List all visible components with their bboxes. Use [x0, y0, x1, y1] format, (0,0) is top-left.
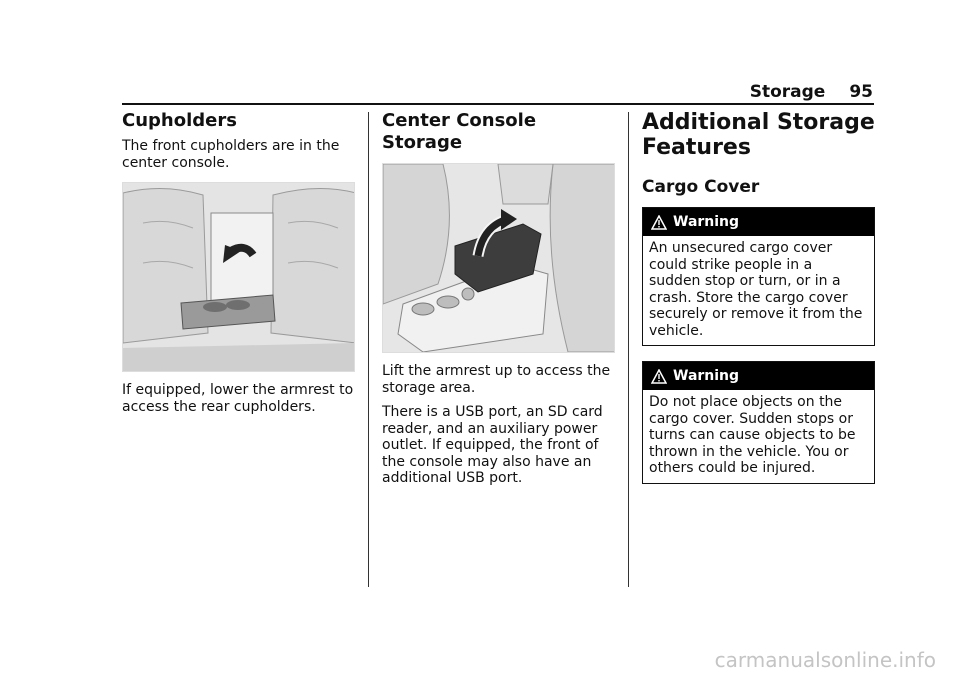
cupholders-intro: The front cupholders are in the center console.	[122, 138, 340, 171]
watermark: carmanualsonline.info	[714, 648, 936, 672]
console-heading: Center Console Storage	[382, 110, 537, 153]
running-head	[0, 82, 873, 102]
additional-storage-column	[642, 110, 875, 484]
console-paragraph-2: There is a USB port, an SD card reader, and an auxiliary power outlet. If equipped, the front of the console may also have an additional USB port.	[382, 404, 603, 486]
warning-body	[643, 390, 874, 483]
cupholders-caption: If equipped, lower the armrest to access the rear cupholders.	[122, 382, 354, 415]
warning-label: Warning	[673, 368, 740, 384]
warning-box	[642, 361, 875, 484]
warning-header	[643, 362, 874, 390]
console-column	[382, 110, 615, 487]
warning-triangle-icon	[651, 369, 667, 384]
warning-box	[642, 207, 875, 346]
cargo-cover-heading: Cargo Cover	[642, 177, 760, 197]
column-divider	[628, 112, 629, 587]
warning-header	[643, 208, 874, 236]
warning-text: Do not place objects on the cargo cover. Sudden stops or turns can cause objects to be thrown in the vehicle. You or others could be injured.	[649, 394, 856, 476]
warning-triangle-icon	[651, 215, 667, 230]
section-name: Storage	[749, 82, 826, 102]
center-console-illustration	[382, 163, 615, 353]
warning-text: An unsecured cargo cover could strike people in a sudden stop or turn, or in a crash. Store the cargo cover securely or remove it from the vehicle.	[649, 240, 863, 339]
warning-label: Warning	[673, 214, 740, 230]
cupholders-column	[122, 110, 355, 415]
page-number: 95	[849, 82, 873, 102]
additional-storage-heading: Additional Storage Features	[642, 110, 875, 160]
column-divider	[368, 112, 369, 587]
rear-armrest-illustration	[122, 182, 355, 372]
warning-body	[643, 236, 874, 345]
header-rule	[122, 103, 874, 105]
console-paragraph-1: Lift the armrest up to access the storage area.	[382, 363, 611, 396]
cupholders-heading: Cupholders	[122, 110, 237, 131]
